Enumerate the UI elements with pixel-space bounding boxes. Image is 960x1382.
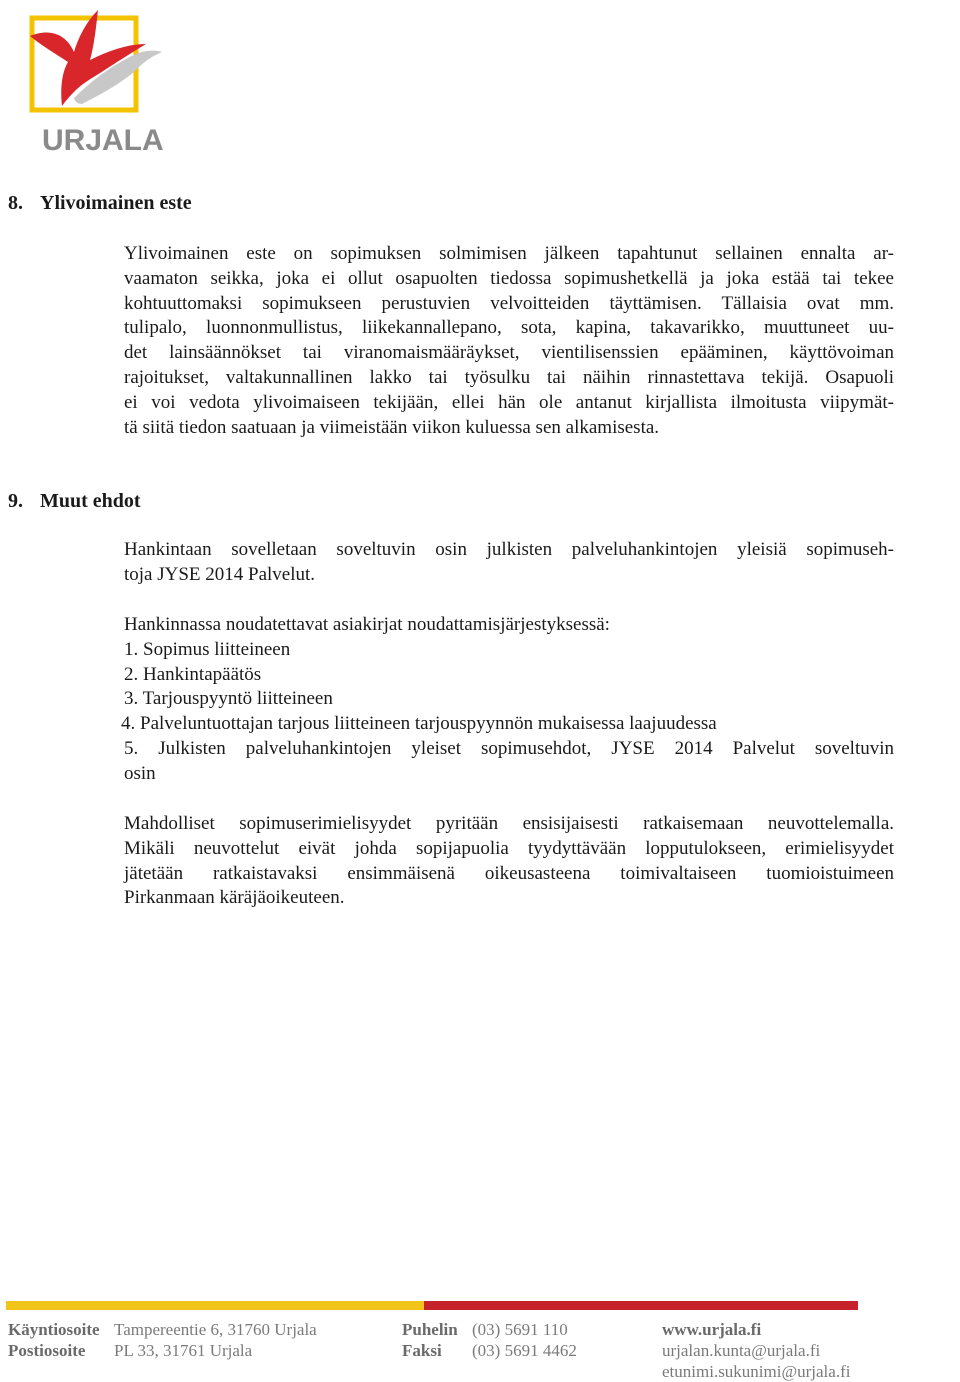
text-line: Mahdolliset sopimuserimielisyydet pyritään ensisijaisesti ratkaisemaan neuvottelemalla.	[124, 813, 894, 834]
fax-label: Faksi	[402, 1341, 442, 1360]
footer-phone	[402, 1319, 577, 1361]
list-item: 1. Sopimus liitteineen	[124, 638, 291, 660]
visit-value: Tampereentie 6, 31760 Urjala	[114, 1320, 317, 1339]
visit-label: Käyntiosoite	[8, 1320, 100, 1339]
section-8-heading	[8, 192, 192, 215]
email-link[interactable]: etunimi.sukunimi@urjala.fi	[662, 1362, 851, 1381]
list-item: 5. Julkisten palveluhankintojen yleiset sopimusehdot, JYSE 2014 Palvelut soveltuvin	[124, 737, 894, 759]
section-number: 9.	[8, 490, 23, 512]
document-list	[121, 613, 894, 787]
footer-bar-yellow	[6, 1301, 424, 1310]
text-line: Ylivoimainen este on sopimuksen solmimisen jälkeen tapahtunut sellainen ennalta ar-	[124, 243, 894, 264]
text-line: vaamaton seikka, joka ei ollut osapuolten tiedossa sopimushetkellä ja joka estää tai tekee	[124, 267, 894, 289]
list-item: 2. Hankintapäätös	[124, 663, 262, 685]
text-line: jätetään ratkaistavaksi ensimmäisenä oikeusasteena toimivaltaiseen tuomioistuimeen	[124, 862, 894, 884]
list-item: 4. Palveluntuottajan tarjous liitteineen tarjouspyynnön mukaisessa laajuudessa	[121, 713, 717, 735]
text-line: toja JYSE 2014 Palvelut.	[124, 563, 316, 585]
logo-wordmark: URJALA	[42, 124, 164, 157]
section-number: 8.	[8, 192, 23, 214]
section-9-paragraph-2	[124, 812, 894, 911]
text-line: Mikäli neuvottelut eivät johda sopijapuolia tyydyttävään lopputulokseen, erimielisyydet	[124, 837, 894, 859]
section-title: Muut ehdot	[40, 490, 141, 512]
list-item: 3. Tarjouspyyntö liitteineen	[124, 688, 333, 710]
section-title: Ylivoimainen este	[40, 192, 192, 214]
fax-value: (03) 5691 4462	[472, 1341, 577, 1360]
text-line: tulipalo, luonnonmullistus, liikekannallepano, sota, kapina, takavarikko, muuttuneet uu-	[124, 317, 894, 339]
post-value: PL 33, 31761 Urjala	[114, 1341, 253, 1360]
text-line: ei voi vedota ylivoimaiseen tekijään, ellei hän ole antanut kirjallista ilmoitusta viipymät-	[124, 391, 894, 413]
footer-address	[8, 1319, 317, 1361]
footer-contact	[662, 1319, 850, 1382]
text-line: kohtuuttomaksi sopimukseen perustuvien velvoitteiden täyttämisen. Tällaisia ovat mm.	[124, 292, 894, 314]
website-link[interactable]: www.urjala.fi	[662, 1320, 762, 1339]
urjala-logo	[22, 8, 164, 156]
text-line: Pirkanmaan käräjäoikeuteen.	[124, 887, 345, 909]
footer-bar-red	[424, 1301, 858, 1310]
email-link[interactable]: urjalan.kunta@urjala.fi	[662, 1341, 821, 1360]
post-label: Postiosoite	[8, 1341, 86, 1360]
text-line: rajoitukset, valtakunnallinen lakko tai työsulku tai näihin rinnastettava tekijä. Osapuoli	[124, 366, 894, 388]
section-9-heading	[8, 490, 141, 513]
phone-value: (03) 5691 110	[472, 1320, 568, 1339]
text-line: tä siitä tiedon saatuaan ja viimeistään viikon kuluessa sen alkamisesta.	[124, 416, 660, 438]
section-9-paragraph-1	[124, 538, 894, 588]
list-intro: Hankinnassa noudatettavat asiakirjat noudattamisjärjestyksessä:	[124, 614, 610, 635]
text-line: Hankintaan sovelletaan soveltuvin osin julkisten palveluhankintojen yleisiä sopimuseh-	[124, 539, 894, 560]
bird-logo-icon	[22, 8, 164, 123]
list-item: osin	[124, 762, 156, 784]
phone-label: Puhelin	[402, 1320, 458, 1339]
text-line: det lainsäännökset tai viranomaismääräykset, vientilisenssien epääminen, käyttövoiman	[124, 342, 894, 364]
section-8-paragraph	[124, 242, 894, 440]
